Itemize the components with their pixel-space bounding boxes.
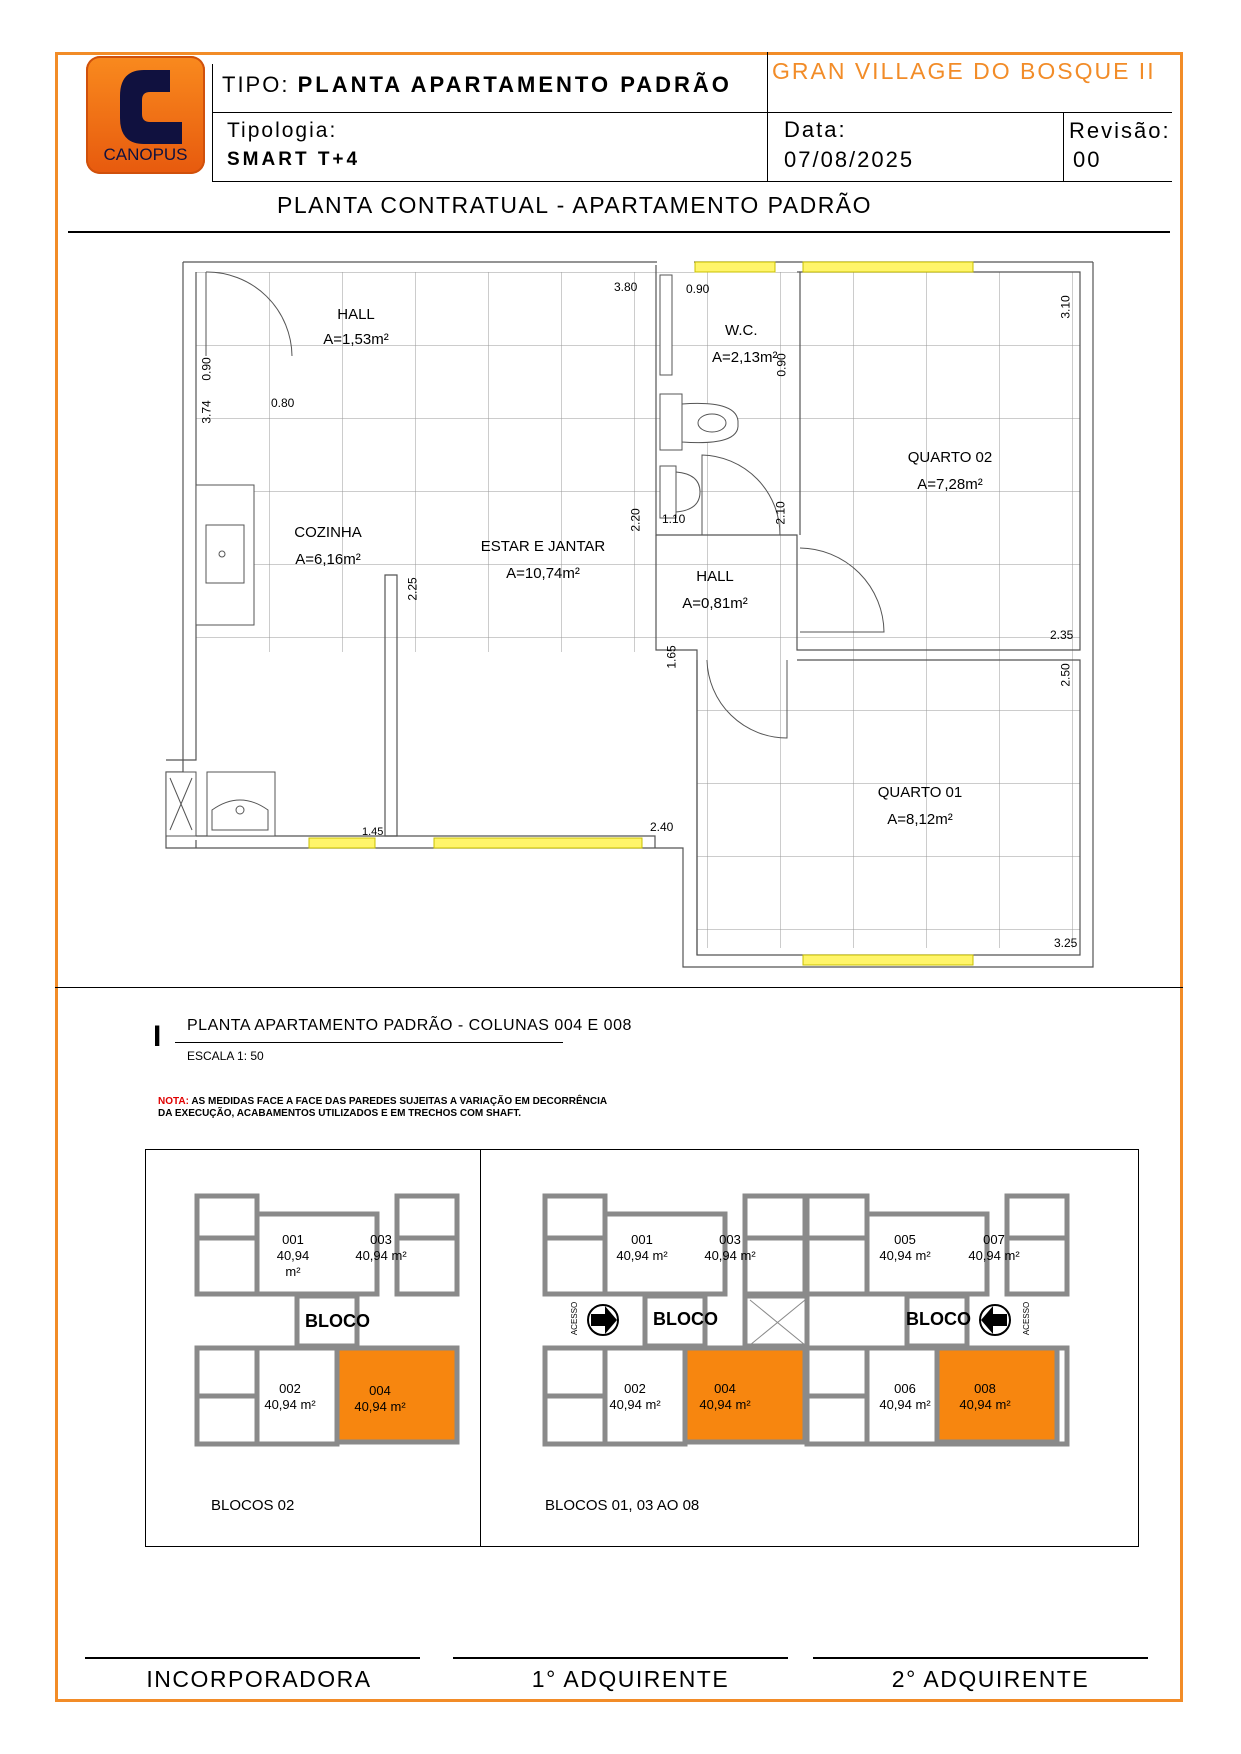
key-plan-room [197, 1196, 257, 1238]
acesso-label-left: ACESSO [570, 1301, 580, 1336]
key-plan-room [807, 1238, 867, 1294]
signature-incorporadora: INCORPORADORA [146, 1666, 372, 1692]
room-quarto-02: QUARTO 02 [907, 449, 993, 466]
caption-marker: I [153, 1020, 162, 1053]
key-plan-room [545, 1238, 605, 1294]
dim-label: 1.65 [664, 645, 679, 669]
room-hall-2: HALL [696, 568, 734, 585]
dim-label: 1.10 [662, 512, 686, 526]
data-value: 07/08/2025 [784, 147, 915, 172]
dim-label: 0.90 [774, 353, 789, 377]
bloco-label-r1: BLOCO [653, 1309, 718, 1329]
dim-label: 3.80 [614, 280, 638, 294]
dim-label: 2.50 [1058, 663, 1073, 687]
dim-label: 1.45 [362, 826, 384, 838]
key-plan-room [197, 1348, 257, 1396]
tipologia-value: SMART T+4 [227, 149, 361, 170]
caption-scale: ESCALA 1: 50 [187, 1049, 264, 1063]
room-estar-jantar-area: A=10,74m² [506, 565, 580, 582]
key-plan-room [545, 1396, 605, 1444]
room-wc-area: A=2,13m² [712, 349, 778, 366]
key-plan-room [807, 1396, 867, 1444]
note-label: NOTA: [158, 1096, 189, 1107]
dim-label: 2.40 [650, 820, 674, 834]
dim-label: 2.10 [773, 501, 788, 525]
revisao-value: 00 [1073, 147, 1102, 172]
project-name: GRAN VILLAGE DO BOSQUE II [772, 58, 1156, 84]
note-line-2: DA EXECUÇÃO, ACABAMENTOS UTILIZADOS E EM TRECHOS COM SHAFT. [158, 1108, 521, 1119]
key-plan-void [750, 1300, 805, 1345]
unit-005-r: 005 40,94 m² [879, 1232, 931, 1263]
signature-line [85, 1657, 420, 1659]
signature-2-adquirente: 2° ADQUIRENTE [891, 1666, 1090, 1692]
key-plan-room [807, 1348, 867, 1396]
unit-004-l: 004 40,94 m² [354, 1383, 406, 1414]
room-wc: W.C. [725, 322, 758, 339]
unit-001-l: 001 40,94 m² [276, 1232, 310, 1279]
room-quarto-01: QUARTO 01 [877, 784, 963, 801]
unit-007-r: 007 40,94 m² [968, 1232, 1020, 1263]
tipo-label: TIPO: [222, 72, 290, 97]
key-plan-room [545, 1348, 605, 1396]
unit-003-l: 003 40,94 m² [355, 1232, 407, 1263]
signature-1-adquirente: 1° ADQUIRENTE [531, 1666, 730, 1692]
tipologia-label: Tipologia: [227, 119, 338, 142]
caption-blocos-01-08: BLOCOS 01, 03 AO 08 [545, 1497, 700, 1514]
unit-002-l: 002 40,94 m² [264, 1381, 316, 1412]
signature-line [813, 1657, 1148, 1659]
dim-label: 3.25 [1054, 936, 1078, 950]
bloco-label-r2: BLOCO [906, 1309, 971, 1329]
unit-004-r: 004 40,94 m² [699, 1381, 751, 1412]
unit-001-r: 001 40,94 m² [616, 1232, 668, 1263]
logo-text: CANOPUS [103, 145, 188, 164]
tipo-value: PLANTA APARTAMENTO PADRÃO [297, 72, 732, 97]
key-plan-room [197, 1238, 257, 1294]
unit-002-r: 002 40,94 m² [609, 1381, 661, 1412]
key-plan-room [545, 1196, 605, 1238]
key-plan-room [807, 1196, 867, 1238]
room-cozinha-area: A=6,16m² [295, 551, 361, 568]
dim-label: 0.90 [686, 282, 710, 296]
revisao-label: Revisão: [1069, 118, 1171, 143]
dim-label: 0.90 [199, 357, 214, 381]
room-cozinha: COZINHA [294, 524, 362, 541]
signature-line [453, 1657, 788, 1659]
acesso-label-right: ACESSO [1022, 1301, 1032, 1336]
dim-label: 0.80 [271, 396, 295, 410]
room-hall-1: HALL [337, 306, 375, 323]
note-line-1: AS MEDIDAS FACE A FACE DAS PAREDES SUJEITAS A VARIAÇÃO EM DECORRÊNCIA [188, 1096, 608, 1107]
unit-006-r: 006 40,94 m² [879, 1381, 931, 1412]
dim-label: 3.10 [1058, 295, 1073, 319]
room-estar-jantar: ESTAR E JANTAR [480, 538, 606, 555]
room-quarto-02-area: A=7,28m² [917, 476, 983, 493]
dim-label: 2.20 [628, 508, 643, 532]
dim-label: 3.74 [199, 400, 214, 424]
key-plan-room [197, 1396, 257, 1444]
caption-title: PLANTA APARTAMENTO PADRÃO - COLUNAS 004 E 008 [187, 1017, 632, 1034]
unit-003-r: 003 40,94 m² [704, 1232, 756, 1263]
data-label: Data: [784, 117, 847, 142]
caption-blocos-02: BLOCOS 02 [211, 1497, 295, 1514]
room-hall-2-area: A=0,81m² [682, 595, 748, 612]
dim-label: 2.25 [405, 577, 420, 601]
dim-label: 2.35 [1050, 628, 1074, 642]
plan-subtitle: PLANTA CONTRATUAL - APARTAMENTO PADRÃO [277, 192, 873, 218]
bloco-label-l: BLOCO [305, 1311, 370, 1331]
unit-008-r: 008 40,94 m² [959, 1381, 1011, 1412]
room-hall-1-area: A=1,53m² [323, 331, 389, 348]
room-quarto-01-area: A=8,12m² [887, 811, 953, 828]
